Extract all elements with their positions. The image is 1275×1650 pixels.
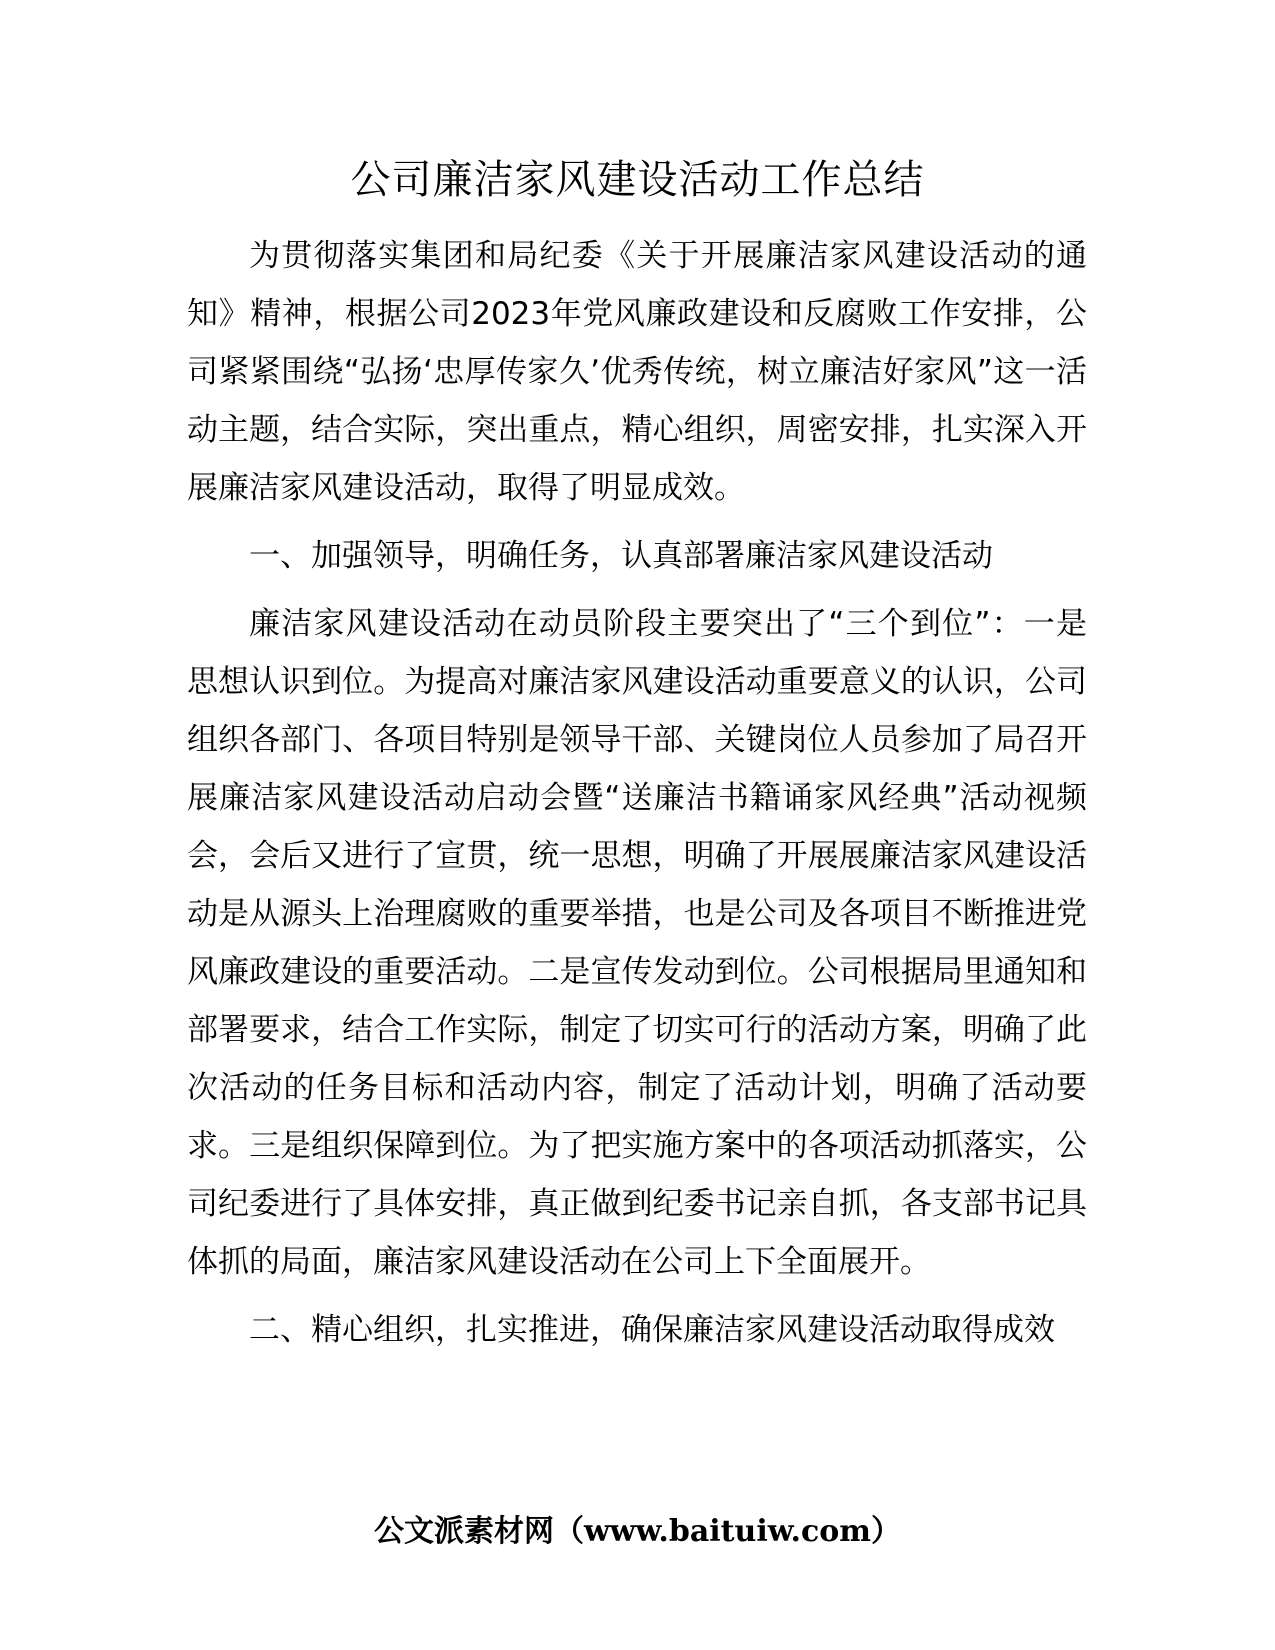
intro-paragraph: 为贯彻落实集团和局纪委《关于开展廉洁家风建设活动的通知》精神，根据公司2023年党风廉政建设和反腐败工作安排，公司紧紧围绕“弘扬‘忠厚传家久’优秀传统，树立廉洁好家风”这一活动主题，结合实际，突出重点，精心组织，周密安排，扎实深入开展廉洁家风建设活动，取得了明显成效。 xyxy=(187,238,1087,506)
document-body xyxy=(187,227,1087,1359)
footer-watermark: 公文派素材网（www.baituiw.com） xyxy=(373,1514,902,1549)
section-heading-2: 二、精心组织，扎实推进，确保廉洁家风建设活动取得成效 xyxy=(249,1312,1055,1348)
section-1-paragraph: 廉洁家风建设活动在动员阶段主要突出了“三个到位”：一是思想认识到位。为提高对廉洁家风建设活动重要意义的认识，公司组织各部门、各项目特别是领导干部、关键岗位人员参加了局召开展廉洁家风建设活动启动会暨“送廉洁书籍诵家风经典”活动视频会，会后又进行了宣贯，统一思想，明确了开展展廉洁家风建设活动是从源头上治理腐败的重要举措，也是公司及各项目不断推进党风廉政建设的重要活动。二是宣传发动到位。公司根据局里通知和部署要求，结合工作实际，制定了切实可行的活动方案，明确了此次活动的任务目标和活动内容，制定了活动计划，明确了活动要求。三是组织保障到位。为了把实施方案中的各项活动抓落实，公司纪委进行了具体安排，真正做到纪委书记亲自抓，各支部书记具体抓的局面，廉洁家风建设活动在公司上下全面展开。 xyxy=(187,606,1087,1280)
document-title: 公司廉洁家风建设活动工作总结 xyxy=(350,157,925,203)
section-heading-1: 一、加强领导，明确任务，认真部署廉洁家风建设活动 xyxy=(249,538,993,574)
